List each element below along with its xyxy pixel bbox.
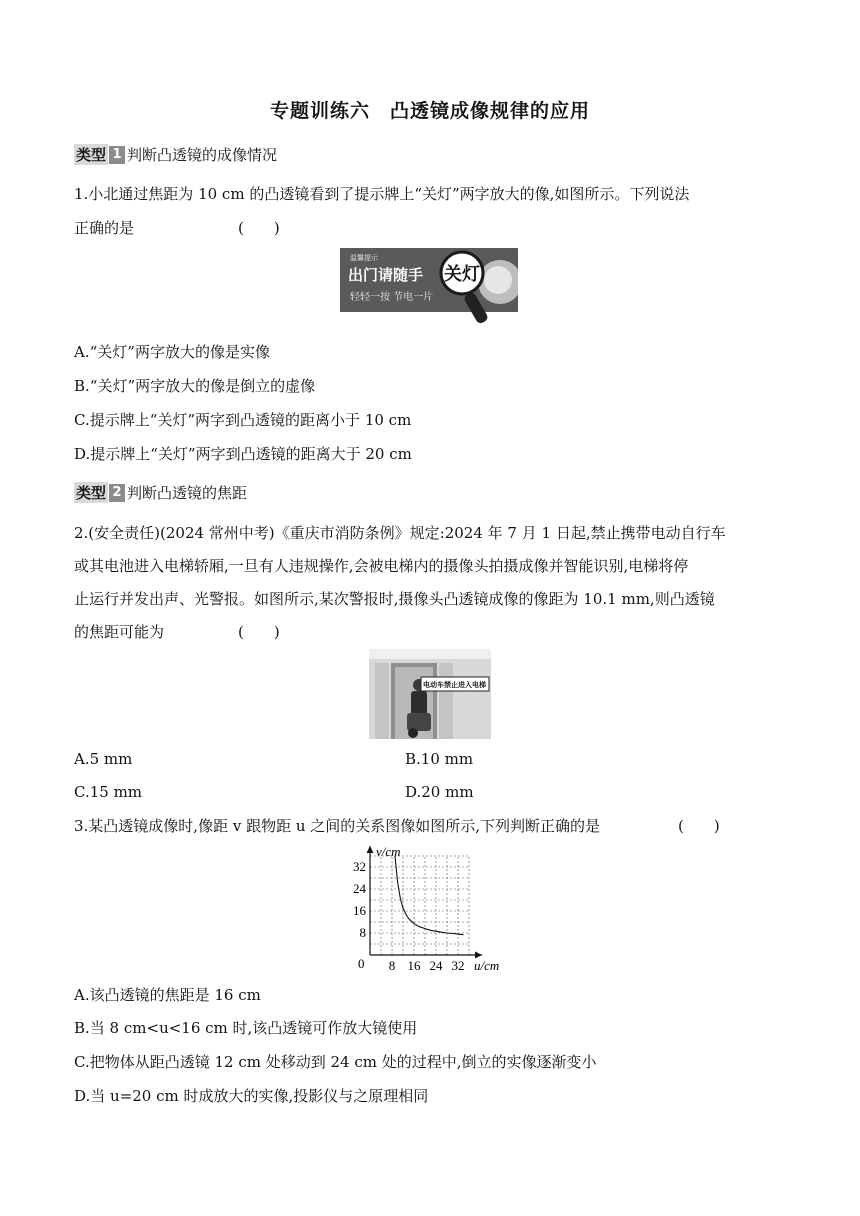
- q1-option-b: B.“关灯”两字放大的像是倒立的虚像: [74, 377, 316, 395]
- q2-option-b: B.10 mm: [405, 750, 474, 768]
- q3-chart: [346, 842, 516, 974]
- q3-stem: 3.某凸透镜成像时,像距 v 跟物距 u 之间的关系图像如图所示,下列判断正确的是: [74, 817, 601, 835]
- q2-option-c: C.15 mm: [74, 783, 143, 801]
- x-tick-label: 24: [429, 958, 443, 973]
- elevator-svg: [369, 649, 491, 739]
- q2-line3: 止运行并发出声、光警报。如图所示,某次警报时,摄像头凸透镜成像的像距为 10.1 mm,则凸透镜: [74, 590, 715, 608]
- origin-label: 0: [358, 956, 365, 971]
- section-header-1: [74, 144, 277, 165]
- section-number: 2: [109, 484, 125, 502]
- q2-line2: 或其电池进入电梯轿厢,一旦有人违规操作,会被电梯内的摄像头拍摄成像并智能识别,电梯将停: [74, 557, 689, 575]
- section-header-2: [74, 482, 247, 503]
- y-tick-label: 32: [353, 859, 366, 874]
- q3-option-b: B.当 8 cm<u<16 cm 时,该凸透镜可作放大镜使用: [74, 1019, 418, 1037]
- chart-grid: [370, 856, 469, 955]
- y-tick-label: 24: [353, 881, 366, 896]
- curve-line: [395, 856, 464, 935]
- section-tag: 类型: [76, 146, 107, 164]
- sign-line2: 轻轻一按 节电一片: [350, 292, 434, 303]
- uv-graph-svg: [346, 842, 516, 974]
- q1-option-c: C.提示牌上“关灯”两字到凸透镜的距离小于 10 cm: [74, 411, 412, 429]
- sign-small-text: 温馨提示: [350, 254, 378, 262]
- section-tag: 类型: [76, 484, 107, 502]
- q1-answer-paren: ( ): [238, 219, 280, 237]
- y-tick-label: 16: [353, 903, 366, 918]
- q2-option-d: D.20 mm: [405, 783, 474, 801]
- q1-stem-line1: 1.小北通过焦距为 10 cm 的凸透镜看到了提示牌上“关灯”两字放大的像,如图所示。下列说法: [74, 185, 690, 203]
- sign-line1: 出门请随手: [348, 266, 424, 284]
- q1-stem-line2: 正确的是: [74, 219, 135, 237]
- y-tick-label: 8: [359, 925, 366, 940]
- x-axis-label: u/cm: [474, 958, 500, 973]
- q3-option-d: D.当 u=20 cm 时成放大的实像,投影仪与之原理相同: [74, 1087, 429, 1105]
- q3-option-c: C.把物体从距凸透镜 12 cm 处移动到 24 cm 处的过程中,倒立的实像逐渐变小: [74, 1053, 597, 1071]
- q3-option-a: A.该凸透镜的焦距是 16 cm: [74, 986, 261, 1004]
- q2-elevator-photo: [369, 649, 491, 739]
- section-label: 判断凸透镜的成像情况: [127, 146, 278, 164]
- x-tick-label: 16: [407, 958, 421, 973]
- q1-option-d: D.提示牌上“关灯”两字到凸透镜的距离大于 20 cm: [74, 445, 412, 463]
- q3-answer-paren: ( ): [678, 817, 720, 835]
- elevator-warning-label: 电动车禁止进入电梯: [423, 681, 486, 689]
- q2-answer-paren: ( ): [238, 623, 280, 641]
- q2-option-a: A.5 mm: [74, 750, 133, 768]
- page-title: 专题训练六 凸透镜成像规律的应用: [269, 100, 590, 122]
- q1-option-a: A.“关灯”两字放大的像是实像: [74, 343, 270, 361]
- q1-sign-image: [340, 248, 518, 326]
- section-number: 1: [109, 146, 125, 164]
- x-tick-label: 32: [451, 958, 465, 973]
- x-tick-label: 8: [388, 958, 396, 973]
- q2-line1: 2.(安全责任)(2024 常州中考)《重庆市消防条例》规定:2024 年 7 月 1 日起,禁止携带电动自行车: [74, 524, 726, 542]
- section-label: 判断凸透镜的焦距: [127, 484, 248, 502]
- sign-big-text: 关灯: [444, 264, 480, 285]
- q2-line4: 的焦距可能为: [74, 623, 165, 641]
- y-axis-label: v/cm: [376, 844, 401, 859]
- q1-sign-svg: [340, 248, 518, 326]
